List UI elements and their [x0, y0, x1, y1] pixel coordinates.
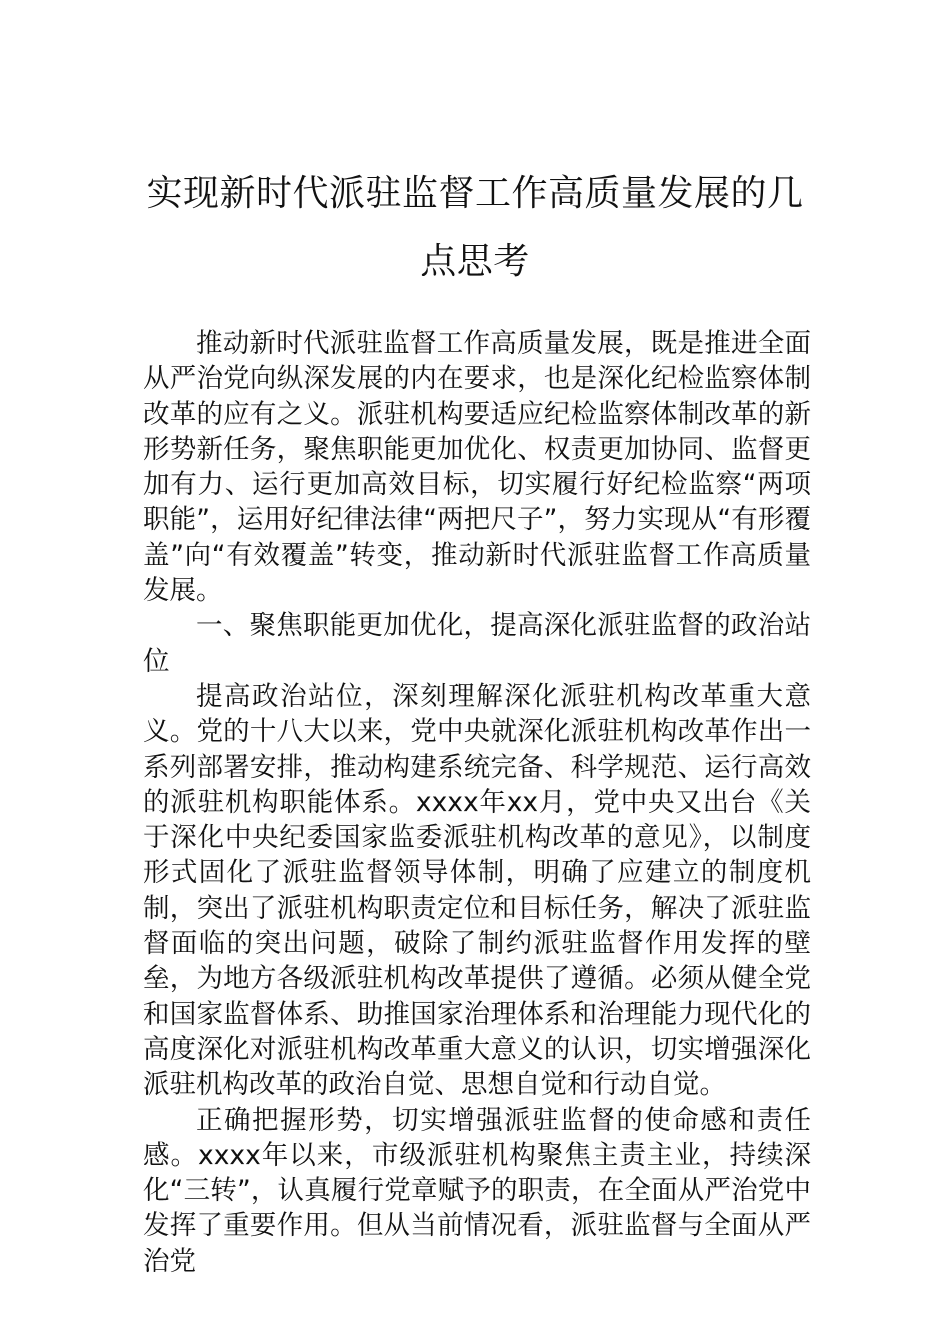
document-body [143, 326, 811, 1279]
body-paragraph: 正确把握形势，切实增强派驻监督的使命感和责任感。xxxx年以来，市级派驻机构聚焦主责主业，持续深化“三转”，认真履行党章赋予的职责，在全面从严治党中发挥了重要作用。但从当前情况看，派驻监督与全面从严治党 [143, 1104, 811, 1277]
document-title: 实现新时代派驻监督工作高质量发展的几点思考 [146, 173, 804, 282]
intro-paragraph: 推动新时代派驻监督工作高质量发展，既是推进全面从严治党向纵深发展的内在要求，也是深化纪检监察体制改革的应有之义。派驻机构要适应纪检监察体制改革的新形势新任务，聚焦职能更加优化、权责更加协同、监督更加有力、运行更加高效目标，切实履行好纪检监察“两项职能”，运用好纪律法律“两把尺子”，努力实现从“有形覆盖”向“有效覆盖”转变，推动新时代派驻监督工作高质量发展。 [143, 328, 811, 607]
section-heading-1: 一、聚焦职能更加优化，提高深化派驻监督的政治站位 [143, 610, 811, 677]
body-paragraph: 提高政治站位，深刻理解深化派驻机构改革重大意义。党的十八大以来，党中央就深化派驻机构改革作出一系列部署安排，推动构建系统完备、科学规范、运行高效的派驻机构职能体系。xxxx年xx月，党中央又出台《关于深化中央纪委国家监委派驻机构改革的意见》，以制度形式固化了派驻监督领导体制，明确了应建立的制度机制，突出了派驻机构职责定位和目标任务，解决了派驻监督面临的突出问题，破除了制约派驻监督作用发挥的壁垒，为地方各级派驻机构改革提供了遵循。必须从健全党和国家监督体系、助推国家治理体系和治理能力现代化的高度深化对派驻机构改革重大意义的认识，切实增强深化派驻机构改革的政治自觉、思想自觉和行动自觉。 [143, 680, 811, 1101]
